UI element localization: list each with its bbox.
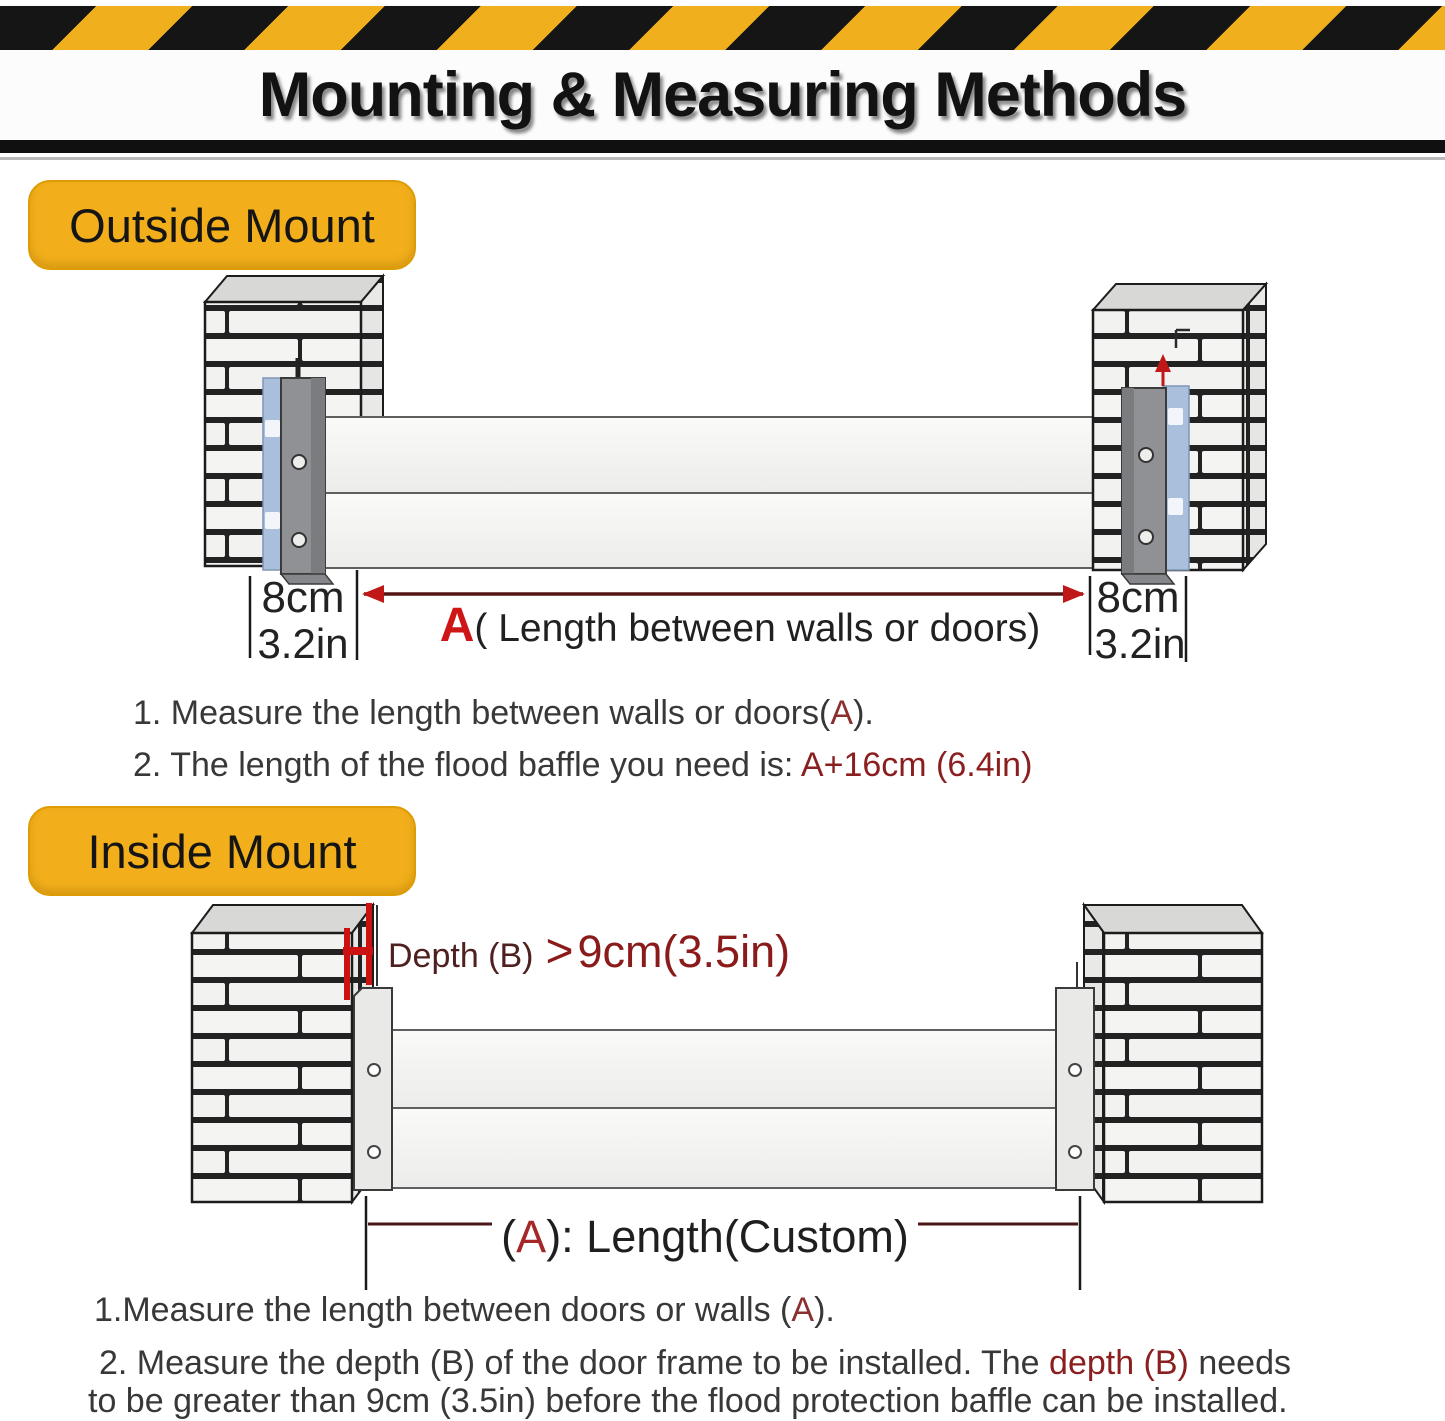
span-length-label-a: A: [439, 599, 475, 652]
outside-step-1-text: 1. Measure the length between walls or doors(: [133, 694, 831, 732]
inside-step-2-text: 2. Measure the depth (B) of the door frame to be installed. The: [99, 1344, 1050, 1382]
outside-step-1: [133, 694, 874, 733]
flood-barrier-panel: [310, 417, 1150, 568]
arrowhead-right: [1063, 585, 1085, 603]
inside-right-pillar: [1084, 905, 1262, 1202]
pillar-top-face: [1093, 284, 1266, 310]
length-custom-label: [501, 1211, 909, 1262]
inside-step-1-end: ).: [814, 1291, 835, 1329]
left-gap-in-label: 3.2in: [257, 620, 349, 667]
left-mounting-channel: [281, 378, 333, 584]
pillar-front-face: [1104, 933, 1262, 1202]
hazard-stripe-banner: [0, 6, 1445, 50]
screw-hole: [368, 1146, 380, 1158]
screw-hole: [292, 455, 306, 469]
left-gap-cm-label: 8cm: [261, 573, 345, 622]
header-divider-line: [0, 157, 1445, 160]
right-gap-cm-label: 8cm: [1096, 573, 1180, 622]
left-mounting-channel: [354, 988, 392, 1190]
flood-barrier-panel: [392, 1030, 1062, 1188]
right-gap-in-label: 3.2in: [1094, 620, 1186, 667]
inside-step-1: [94, 1291, 835, 1330]
depth-label-text: Depth (B): [388, 937, 534, 975]
inside-mount-badge-label: Inside Mount: [87, 824, 357, 878]
arrowhead-left: [362, 585, 384, 603]
outside-mount-badge: [28, 180, 416, 270]
inside-mount-badge: [28, 806, 416, 896]
outside-step-2-formula: A+16cm (6.4in): [800, 746, 1033, 784]
screw-hole: [292, 533, 306, 547]
inside-step-1-a: A: [791, 1291, 815, 1329]
screw-hole: [368, 1064, 380, 1076]
depth-value: 9cm(3.5in): [577, 926, 791, 977]
right-mounting-channel: [1056, 962, 1094, 1190]
inside-step-2-depth-b: depth (B): [1049, 1344, 1189, 1382]
pillar-top-face: [205, 276, 383, 302]
inside-step-2-continuation: to be greater than 9cm (3.5in) before the flood protection baffle can be installed.: [88, 1382, 1288, 1420]
length-label-rest: ): Length(Custom): [546, 1211, 909, 1262]
outside-step-2-text: 2. The length of the flood baffle you need is:: [133, 746, 801, 784]
barrier-plank-top: [392, 1030, 1062, 1108]
header-divider-bar: [0, 140, 1445, 153]
pillar-top-face: [1084, 905, 1262, 933]
pillar-side-face: [1243, 284, 1266, 570]
screw-hole: [1139, 448, 1153, 462]
depth-gt-symbol: >: [545, 925, 574, 978]
barrier-plank-bottom: [310, 493, 1150, 568]
span-length-label-text: ( Length between walls or doors): [474, 607, 1041, 650]
outside-mount-diagram: [0, 260, 1445, 670]
outside-step-1-a: A: [830, 694, 854, 732]
inside-mount-diagram: [0, 895, 1445, 1295]
outside-mount-badge-label: Outside Mount: [69, 198, 375, 252]
screw-hole: [1139, 530, 1153, 544]
length-label-open: (: [501, 1211, 517, 1262]
right-mounting-channel: [1122, 354, 1174, 584]
pillar-front-face: [192, 933, 352, 1202]
title-band: [0, 50, 1445, 140]
barrier-plank-top: [310, 417, 1150, 493]
page-title: Mounting & Measuring Methods: [258, 60, 1187, 130]
inside-step-1-text: 1.Measure the length between doors or walls (: [94, 1291, 792, 1329]
inside-step-2-line-1: [99, 1344, 1291, 1383]
screw-hole: [1069, 1146, 1081, 1158]
outside-step-1-end: ).: [853, 694, 874, 732]
screw-hole: [1069, 1064, 1081, 1076]
outside-step-2: [133, 746, 1032, 785]
depth-label: [388, 925, 790, 978]
inside-step-2-line-2: [88, 1382, 1288, 1421]
barrier-plank-bottom: [392, 1108, 1062, 1188]
inside-step-2-needs: needs: [1188, 1344, 1291, 1382]
span-length-label: [440, 599, 1040, 652]
length-label-a: A: [516, 1211, 547, 1262]
